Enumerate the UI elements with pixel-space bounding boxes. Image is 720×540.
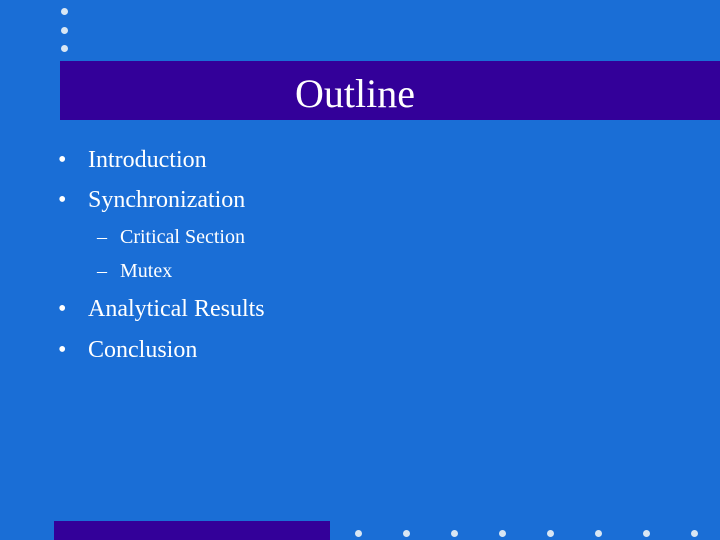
dash-icon: –	[97, 260, 107, 282]
outline-item-label: Analytical Results	[88, 296, 265, 322]
decorative-dot-icon	[499, 530, 506, 537]
title-bar	[60, 61, 720, 120]
slide-title: Outline	[295, 71, 415, 116]
outline-item-label: Introduction	[88, 147, 207, 173]
decorative-dot-icon	[61, 45, 68, 52]
bullet-icon: •	[58, 296, 67, 322]
decorative-dot-icon	[691, 530, 698, 537]
outline-item-label: Conclusion	[88, 337, 198, 363]
bullet-icon: •	[58, 187, 67, 213]
dash-icon: –	[97, 226, 107, 248]
bullet-icon: •	[58, 147, 67, 173]
decorative-dot-icon	[643, 530, 650, 537]
bottom-accent-bar	[54, 521, 330, 540]
decorative-dot-icon	[355, 530, 362, 537]
decorative-dot-icon	[451, 530, 458, 537]
decorative-dot-icon	[61, 27, 68, 34]
decorative-dot-icon	[595, 530, 602, 537]
decorative-dot-icon	[547, 530, 554, 537]
bottom-decorative-dots	[350, 527, 720, 540]
outline-item-label: Synchronization	[88, 187, 246, 213]
decorative-dot-icon	[61, 8, 68, 15]
top-decorative-dots	[61, 8, 71, 54]
decorative-dot-icon	[403, 530, 410, 537]
outline-item-label: Critical Section	[120, 226, 245, 248]
bullet-icon: •	[58, 337, 67, 363]
outline-item-label: Mutex	[120, 260, 173, 282]
